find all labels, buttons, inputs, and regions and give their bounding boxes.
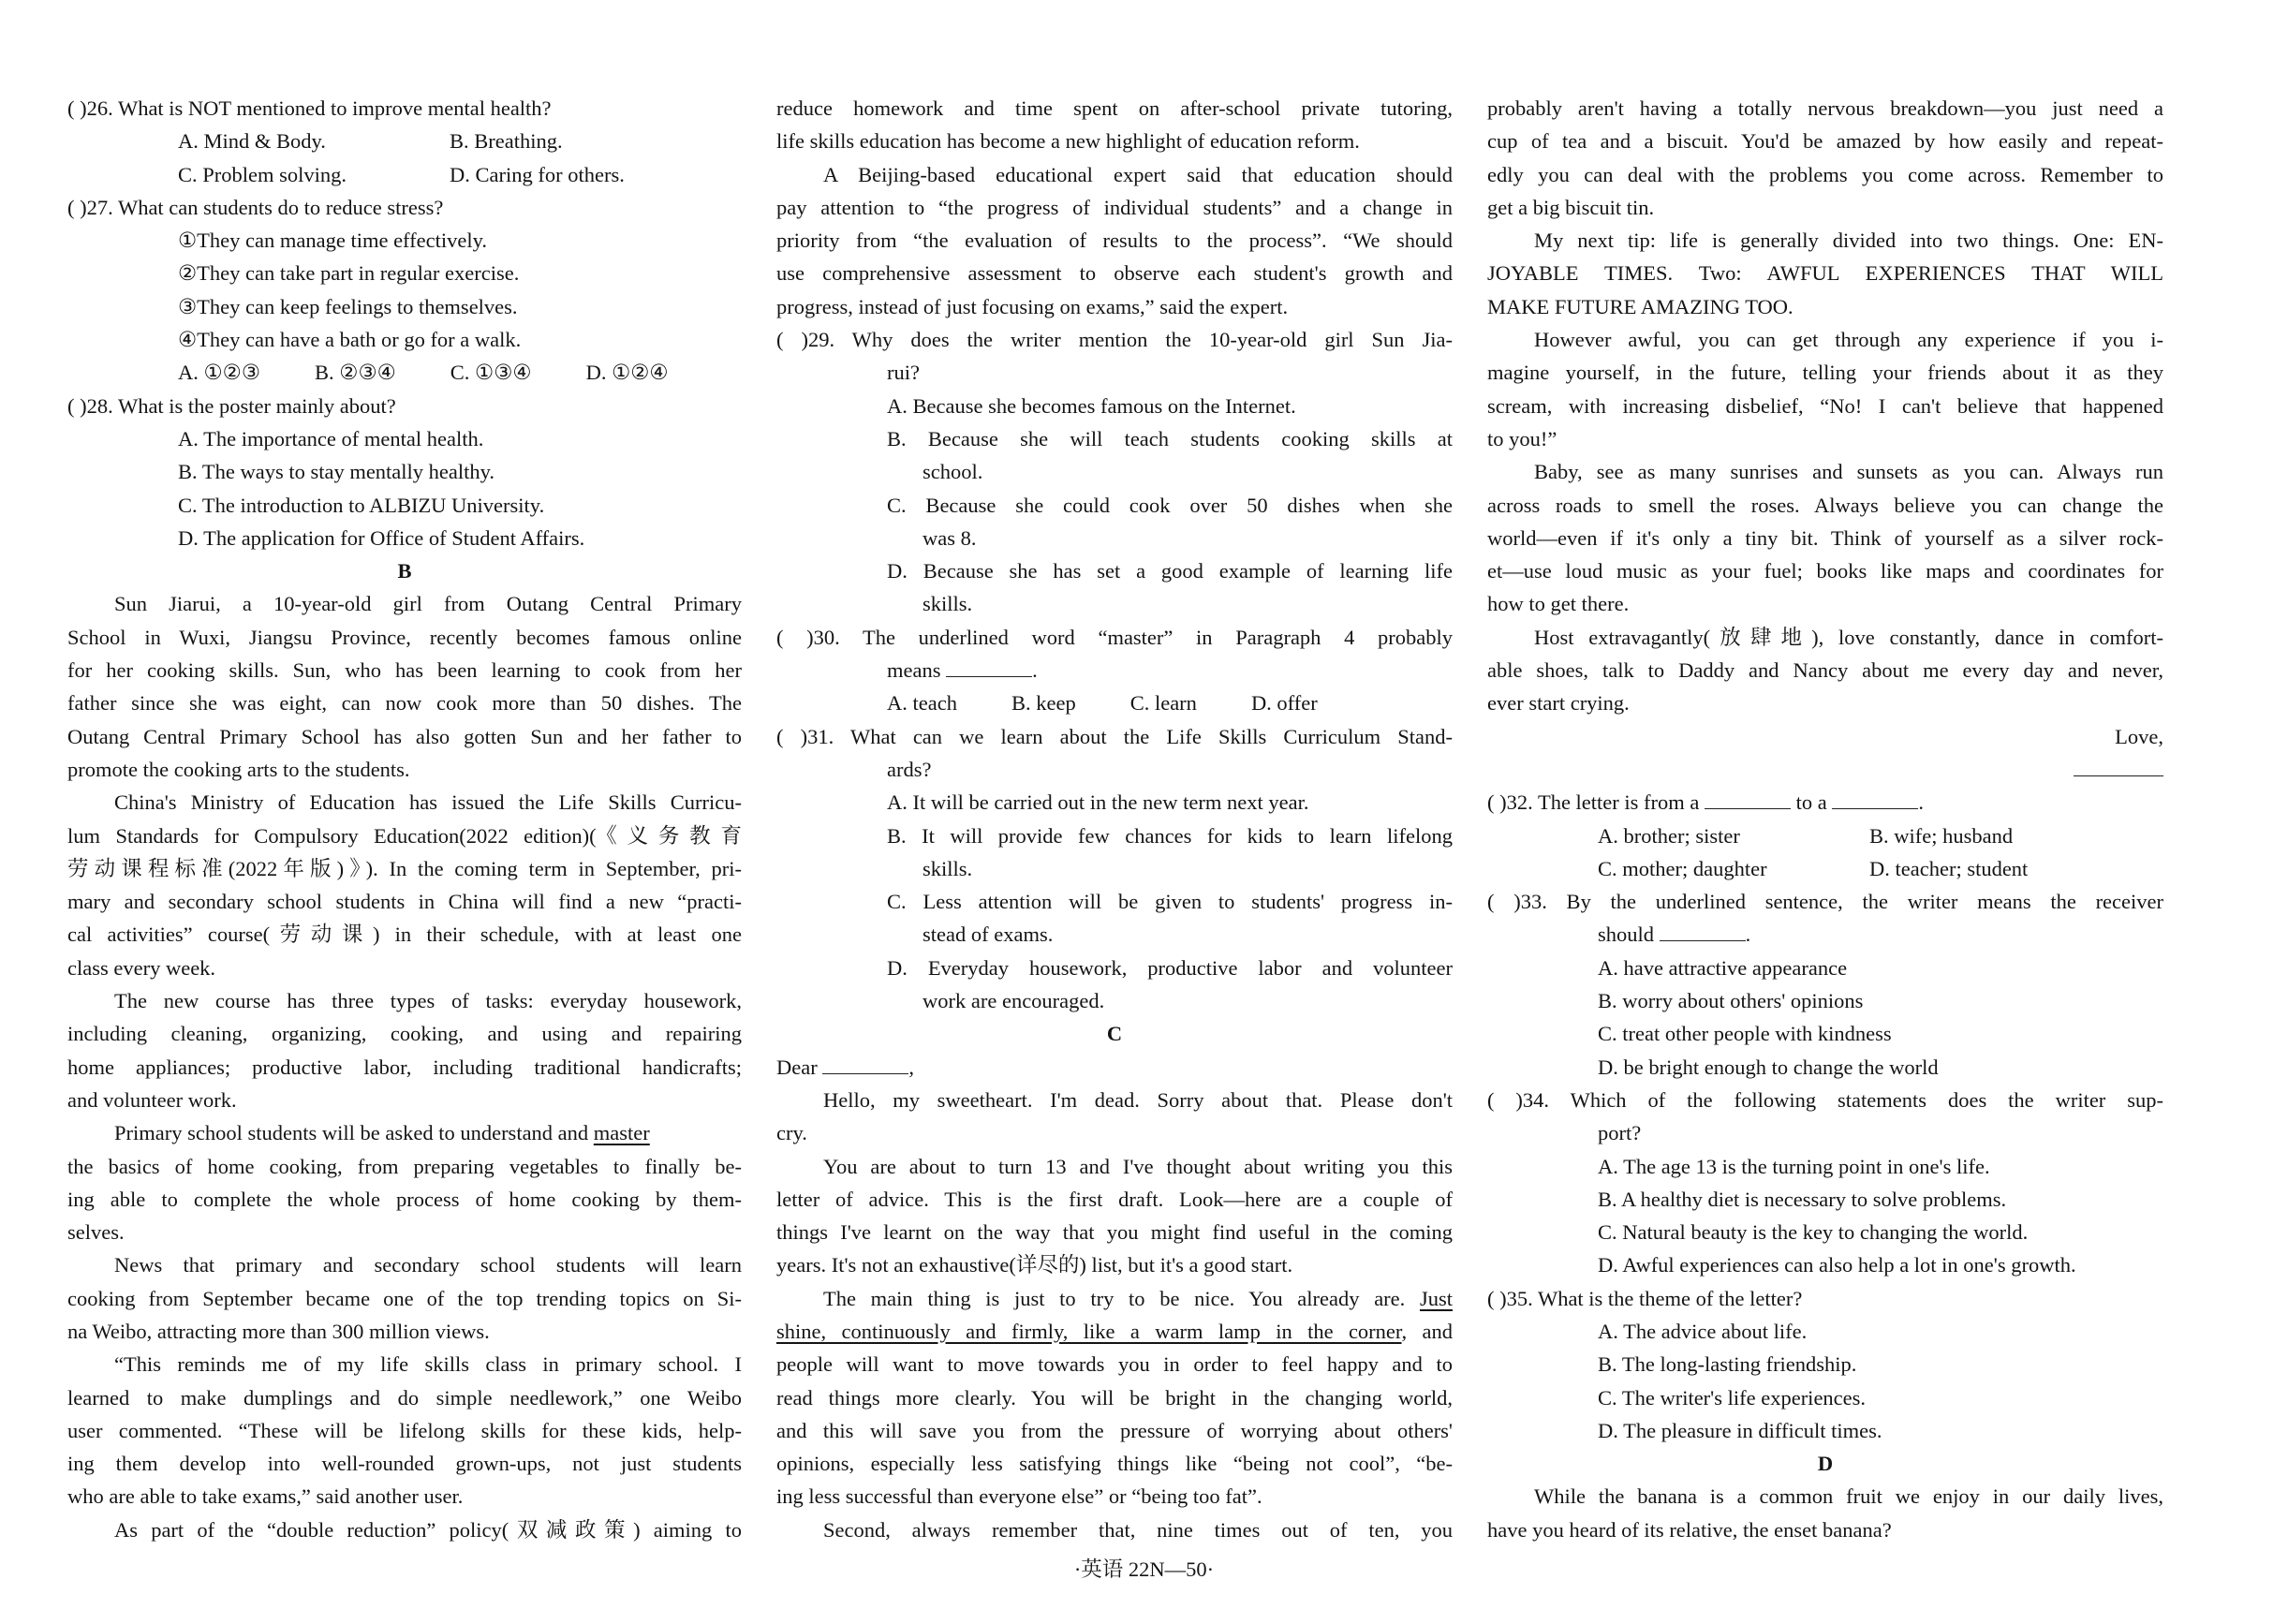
section-heading-b: B [397, 559, 412, 583]
section-heading-d: D [1817, 1452, 1834, 1476]
text-line: As part of the “double reduction” policy(双减政策) aiming to [114, 1517, 742, 1542]
option: D. be bright enough to change the world [1598, 1055, 1939, 1079]
text-line: 劳动课程标准(2022年版)》). In the coming term in September, pri- [67, 856, 742, 880]
option: D. Caring for others. [450, 162, 625, 186]
text-line: life skills education has become a new highlight of education reform. [776, 129, 1360, 154]
text-line: things I've learnt on the way that you might find useful in the coming [776, 1220, 1453, 1245]
column-middle [776, 92, 1453, 1546]
option: C. mother; daughter [1598, 856, 1767, 880]
text-line: ing able to complete the whole process of home cooking by them- [67, 1187, 742, 1211]
text-line: However awful, you can get through any experience if you i- [1534, 328, 2163, 352]
text-line: the basics of home cooking, from preparing vegetables to finally be- [67, 1154, 742, 1178]
text-span: should [1598, 923, 1655, 947]
option-row [67, 125, 742, 157]
statement: ②They can take part in regular exercise. [178, 261, 520, 286]
option: A. teach [887, 691, 957, 716]
text-line: na Weibo, attracting more than 300 million views. [67, 1319, 490, 1343]
text-span: Primary school students will be asked to understand and [114, 1121, 594, 1145]
option: B. keep [1011, 691, 1076, 716]
text-line: pay attention to “the progress of individual students” and a change in [776, 195, 1453, 219]
text-line: While the banana is a common fruit we enjoy in our daily lives, [1534, 1484, 2163, 1509]
option: skills. [923, 856, 973, 880]
text-line: home appliances; productive labor, including traditional handicrafts; [67, 1055, 742, 1079]
text-line: have you heard of its relative, the enset banana? [1487, 1517, 1892, 1542]
text-line: News that primary and secondary school students will learn [114, 1253, 742, 1277]
text-line: ing less successful than everyone else” or “being too fat”. [776, 1484, 1262, 1509]
text-line: across roads to smell the roses. Always believe you can change the [1487, 493, 2163, 517]
text-line: ever start crying. [1487, 691, 1630, 716]
option: C. Because she could cook over 50 dishes when she [887, 493, 1453, 517]
signature-blank [2074, 753, 2163, 776]
question-28: ( )28. What is the poster mainly about? [67, 393, 396, 418]
option-row [67, 158, 742, 191]
question-34: ( )34. Which of the following statements does the writer sup- [1487, 1087, 2163, 1112]
option: work are encouraged. [923, 989, 1105, 1013]
question-31: ( )31. What can we learn about the Life Skills Curriculum Stand- [776, 724, 1453, 748]
section-heading-c: C [1106, 1022, 1123, 1046]
text-line: cry. [776, 1121, 807, 1145]
option: A. ①②③ [178, 361, 261, 385]
text-line: scream, with increasing disbelief, “No! I can't believe that happened [1487, 393, 2163, 418]
text-line [776, 1315, 1453, 1348]
text-line [67, 1116, 742, 1149]
option: B. Breathing. [450, 129, 563, 154]
option-row [67, 356, 742, 389]
text-line: My next tip: life is generally divided into two things. One: EN- [1534, 229, 2163, 253]
option: skills. [923, 592, 973, 616]
answer-blank [822, 1053, 908, 1074]
text-line: get a big biscuit tin. [1487, 195, 1655, 219]
text-line [776, 1282, 1453, 1315]
text-line: Host extravagantly(放肆地), love constantly, dance in comfort- [1534, 625, 2163, 649]
option: B. wife; husband [1869, 823, 2014, 848]
option: A. have attractive appearance [1598, 955, 1848, 980]
text-line: able shoes, talk to Daddy and Nancy about me every day and never, [1487, 658, 2163, 683]
text-line: to you!” [1487, 426, 1557, 450]
text-line: use comprehensive assessment to observe each student's growth and [776, 261, 1453, 286]
question-26: ( )26. What is NOT mentioned to improve mental health? [67, 96, 552, 120]
option: C. Problem solving. [178, 162, 347, 186]
text-line: cup of tea and a biscuit. You'd be amazed by how easily and repeat- [1487, 129, 2163, 154]
option: B. It will provide few chances for kids to learn lifelong [887, 823, 1453, 848]
text-line: cal activities” course(劳动课) in their schedule, with at least one [67, 923, 742, 947]
option: B. worry about others' opinions [1598, 989, 1864, 1013]
text-line: edly you can deal with the problems you come across. Remember to [1487, 162, 2163, 186]
option: C. Natural beauty is the key to changing the world. [1598, 1220, 2029, 1245]
statement: ④They can have a bath or go for a walk. [178, 328, 522, 352]
text-line: Baby, see as many sunrises and sunsets as you can. Always run [1534, 460, 2163, 484]
text-line: priority from “the evaluation of results to the process”. “We should [776, 229, 1453, 253]
text-span: , and [1401, 1319, 1453, 1343]
text-line: user commented. “These will be lifelong skills for these kids, help- [67, 1418, 742, 1442]
text-line: and this will save you from the pressure of worrying about others' [776, 1418, 1453, 1442]
option: B. A healthy diet is necessary to solve problems. [1598, 1187, 2007, 1211]
letter-closing: Love, [2115, 724, 2163, 748]
text-line: progress, instead of just focusing on exams,” said the expert. [776, 294, 1289, 318]
text-span: Dear [776, 1055, 818, 1079]
text-line: how to get there. [1487, 592, 1630, 616]
letter-salutation: Dear , [776, 1051, 1453, 1084]
text-line: lum Standards for Compulsory Education(2022 edition)(《义务教育 [67, 823, 742, 848]
text-line: read things more clearly. You will be bright in the changing world, [776, 1385, 1453, 1410]
answer-blank [1832, 788, 1918, 809]
column-right [1487, 92, 2163, 1546]
question-33: ( )33. By the underlined sentence, the writer means the receiver [1487, 890, 2163, 914]
option: C. The introduction to ALBIZU University. [178, 493, 545, 517]
text-line: You are about to turn 13 and I've thought about writing you this [823, 1154, 1453, 1178]
text-line: and volunteer work. [67, 1087, 237, 1112]
text-line: reduce homework and time spent on after-school private tutoring, [776, 96, 1453, 120]
option: A. brother; sister [1598, 823, 1740, 848]
text-line: ing them develop into well-rounded grown-ups, not just students [67, 1452, 742, 1476]
text-line: people will want to move towards you in order to feel happy and to [776, 1352, 1453, 1377]
option: D. offer [1250, 691, 1318, 716]
text-line: class every week. [67, 955, 216, 980]
question-text: ards? [887, 757, 932, 781]
answer-blank [1705, 788, 1791, 809]
text-span: means [887, 658, 941, 683]
question-text: should . [1487, 918, 2163, 951]
text-line: magine yourself, in the future, telling your friends about it as they [1487, 361, 2163, 385]
option: C. ①③④ [450, 361, 532, 385]
text-line: The new course has three types of tasks: everyday housework, [114, 989, 742, 1013]
option: A. It will be carried out in the new term next year. [887, 790, 1309, 815]
text-line: letter of advice. This is the first draft. Look—here are a couple of [776, 1187, 1453, 1211]
question-32: ( )32. The letter is from a to a . [1487, 786, 2163, 819]
underlined-sentence: shine, continuously and firmly, like a warm lamp in the corner [776, 1319, 1402, 1343]
option: A. The importance of mental health. [178, 426, 484, 450]
option: D. The application for Office of Student Affairs. [178, 525, 585, 550]
text-line: China's Ministry of Education has issued the Life Skills Curricu- [114, 790, 742, 815]
option: D. The pleasure in difficult times. [1598, 1418, 1882, 1442]
text-line: who are able to take exams,” said another user. [67, 1484, 464, 1509]
option-row [1487, 852, 2163, 885]
text-line: Second, always remember that, nine times out of ten, you [823, 1517, 1453, 1542]
text-line: et—use loud music as your fuel; books like maps and coordinates for [1487, 559, 2163, 583]
option: B. Because she will teach students cooking skills at [887, 426, 1453, 450]
answer-blank [946, 656, 1032, 677]
option: A. The advice about life. [1598, 1319, 1808, 1343]
answer-blank [1660, 920, 1746, 941]
question-text: rui? [887, 361, 920, 385]
signature-line [1487, 753, 2163, 786]
option: school. [923, 460, 983, 484]
question-text: port? [1598, 1121, 1642, 1145]
option-row [776, 687, 1453, 719]
option: D. Because she has set a good example of learning life [887, 559, 1453, 583]
option: was 8. [923, 525, 977, 550]
page-footer: ·英语 22N—50· [1073, 1558, 1215, 1581]
question-29: ( )29. Why does the writer mention the 10-year-old girl Sun Jia- [776, 328, 1453, 352]
text-line: A Beijing-based educational expert said that education should [823, 162, 1453, 186]
statement: ③They can keep feelings to themselves. [178, 294, 518, 318]
option: B. The ways to stay mentally healthy. [178, 460, 495, 484]
text-line: world—even if it's only a tiny bit. Think of yourself as a silver rock- [1487, 525, 2163, 550]
text-span: The main thing is just to try to be nice. You already are. [823, 1286, 1420, 1310]
option: D. Everyday housework, productive labor and volunteer [887, 955, 1453, 980]
text-line: mary and secondary school students in China will find a new “practi- [67, 890, 742, 914]
question-text: means . [776, 654, 1453, 687]
option: D. ①②④ [585, 361, 669, 385]
option: C. The writer's life experiences. [1598, 1385, 1867, 1410]
underlined-word-master: master [593, 1121, 650, 1145]
text-line: selves. [67, 1220, 125, 1245]
question-27: ( )27. What can students do to reduce stress? [67, 195, 444, 219]
option: C. treat other people with kindness [1598, 1022, 1892, 1046]
text-line: Sun Jiarui, a 10-year-old girl from Outang Central Primary [114, 592, 742, 616]
option: A. Mind & Body. [178, 129, 326, 154]
option: D. Awful experiences can also help a lot in one's growth. [1598, 1253, 2076, 1277]
text-line: including cleaning, organizing, cooking, and using and repairing [67, 1022, 742, 1046]
option: C. Less attention will be given to students' progress in- [887, 890, 1453, 914]
text-line: opinions, especially less satisfying things like “being not cool”, “be- [776, 1452, 1453, 1476]
text-line: for her cooking skills. Sun, who has been learning to cook from her [67, 658, 742, 683]
underlined-sentence: Just [1419, 1286, 1453, 1310]
text-line: cooking from September became one of the top trending topics on Si- [67, 1286, 742, 1310]
option: stead of exams. [923, 923, 1054, 947]
text-line: Hello, my sweetheart. I'm dead. Sorry about that. Please don't [823, 1087, 1453, 1112]
text-line: years. It's not an exhaustive(详尽的) list, but it's a good start. [776, 1253, 1293, 1277]
option: A. The age 13 is the turning point in one's life. [1598, 1154, 1990, 1178]
text-span: ( )32. The letter is from a [1487, 790, 1700, 815]
text-line: MAKE FUTURE AMAZING TOO. [1487, 294, 1793, 318]
option: A. Because she becomes famous on the Internet. [887, 393, 1296, 418]
column-left [67, 92, 742, 1546]
option: C. learn [1129, 691, 1197, 716]
option: B. The long-lasting friendship. [1598, 1352, 1857, 1377]
option-row [1487, 819, 2163, 852]
statement: ①They can manage time effectively. [178, 229, 488, 253]
text-line: Outang Central Primary School has also gotten Sun and her father to [67, 724, 742, 748]
text-line: JOYABLE TIMES. Two: AWFUL EXPERIENCES THAT WILL [1487, 261, 2163, 286]
option: D. teacher; student [1869, 856, 2029, 880]
option: B. ②③④ [315, 361, 396, 385]
question-30: ( )30. The underlined word “master” in Paragraph 4 probably [776, 625, 1453, 649]
text-line: learned to make dumplings and do simple needlework,” one Weibo [67, 1385, 742, 1410]
text-line: father since she was eight, can now cook more than 50 dishes. The [67, 691, 742, 716]
text-span: to a [1795, 790, 1827, 815]
question-35: ( )35. What is the theme of the letter? [1487, 1286, 1803, 1310]
text-line: promote the cooking arts to the students. [67, 757, 410, 781]
text-line: probably aren't having a totally nervous breakdown—you just need a [1487, 96, 2163, 120]
text-line: “This reminds me of my life skills class in primary school. I [114, 1352, 742, 1377]
text-line: School in Wuxi, Jiangsu Province, recently becomes famous online [67, 625, 742, 649]
